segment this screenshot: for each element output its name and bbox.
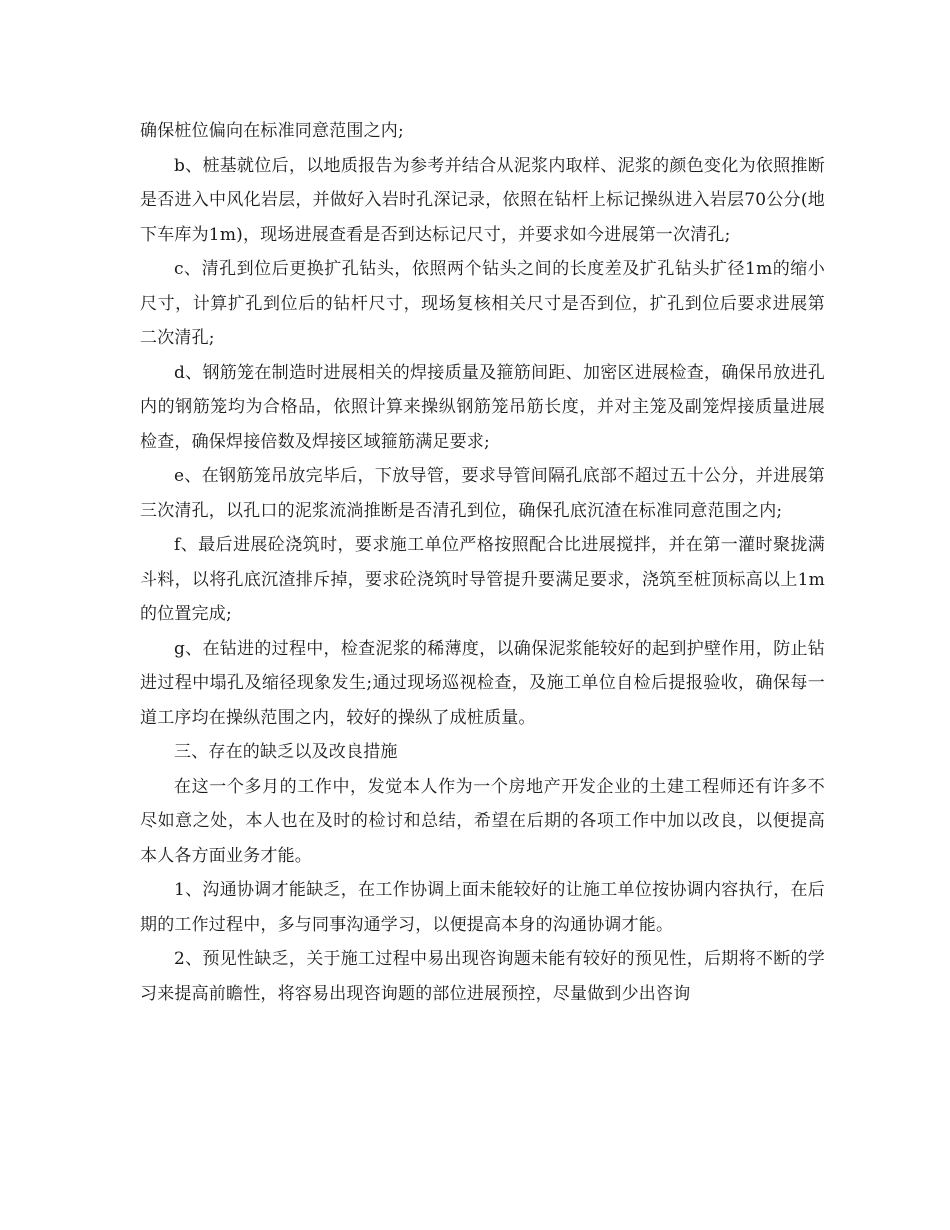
section-heading: 三、存在的缺乏以及改良措施 (174, 742, 398, 762)
paragraph-item-g: g、在钻进的过程中，检查泥浆的稀薄度，以确保泥浆能较好的起到护壁作用，防止钻进过程中塌孔及缩径现象发生;通过现场巡视检查，及施工单位自检后提报验收，确保每一道工序均在操纵范围之内，较好的操纵了成桩质量。 (140, 638, 825, 728)
paragraph-item-f: f、最后进展砼浇筑时，要求施工单位严格按照配合比进展搅拌，并在第一灌时聚拢满斗料，以将孔底沉渣排斥掉，要求砼浇筑时导管提升要满足要求，浇筑至桩顶标高以上1m的位置完成; (140, 535, 825, 624)
paragraph-continuation: 确保桩位偏向在标准同意范围之内; (140, 121, 404, 141)
paragraph-item-d: d、钢筋笼在制造时进展相关的焊接质量及箍筋间距、加密区进展检查，确保吊放进孔内的钢筋笼均为合格品，依照计算来操纵钢筋笼吊筋长度，并对主笼及副笼焊接质量进展检查，确保焊接倍数及焊接区域箍筋满足要求; (140, 362, 825, 452)
paragraph-point-2: 2、预见性缺乏，关于施工过程中易出现咨询题未能有较好的预见性，后期将不断的学习来提高前瞻性，将容易出现咨询题的部位进展预控，尽量做到少出咨询 (140, 949, 825, 1004)
paragraph-item-c: c、清孔到位后更换扩孔钻头，依照两个钻头之间的长度差及扩孔钻头扩径1m的缩小尺寸，计算扩孔到位后的钻杆尺寸，现场复核相关尺寸是否到位，扩孔到位后要求进展第二次清孔; (140, 259, 825, 348)
document-body (140, 114, 825, 1011)
paragraph-intro: 在这一个多月的工作中，发觉本人作为一个房地产开发企业的土建工程师还有许多不尽如意之处，本人也在及时的检讨和总结，希望在后期的各项工作中加以改良，以便提高本人各方面业务才能。 (140, 776, 825, 866)
paragraph-item-b: b、桩基就位后，以地质报告为参考并结合从泥浆内取样、泥浆的颜色变化为依照推断是否进入中风化岩层，并做好入岩时孔深记录，依照在钻杆上标记操纵进入岩层70公分(地下车库为1m)，现场进展查看是否到达标记尺寸，并要求如今进展第一次清孔; (140, 155, 825, 245)
paragraph-point-1: 1、沟通协调才能缺乏，在工作协调上面未能较好的让施工单位按协调内容执行，在后期的工作过程中，多与同事沟通学习，以便提高本身的沟通协调才能。 (140, 880, 825, 935)
paragraph-item-e: e、在钢筋笼吊放完毕后，下放导管，要求导管间隔孔底部不超过五十公分，并进展第三次清孔，以孔口的泥浆流淌推断是否清孔到位，确保孔底沉渣在标准同意范围之内; (140, 466, 825, 521)
